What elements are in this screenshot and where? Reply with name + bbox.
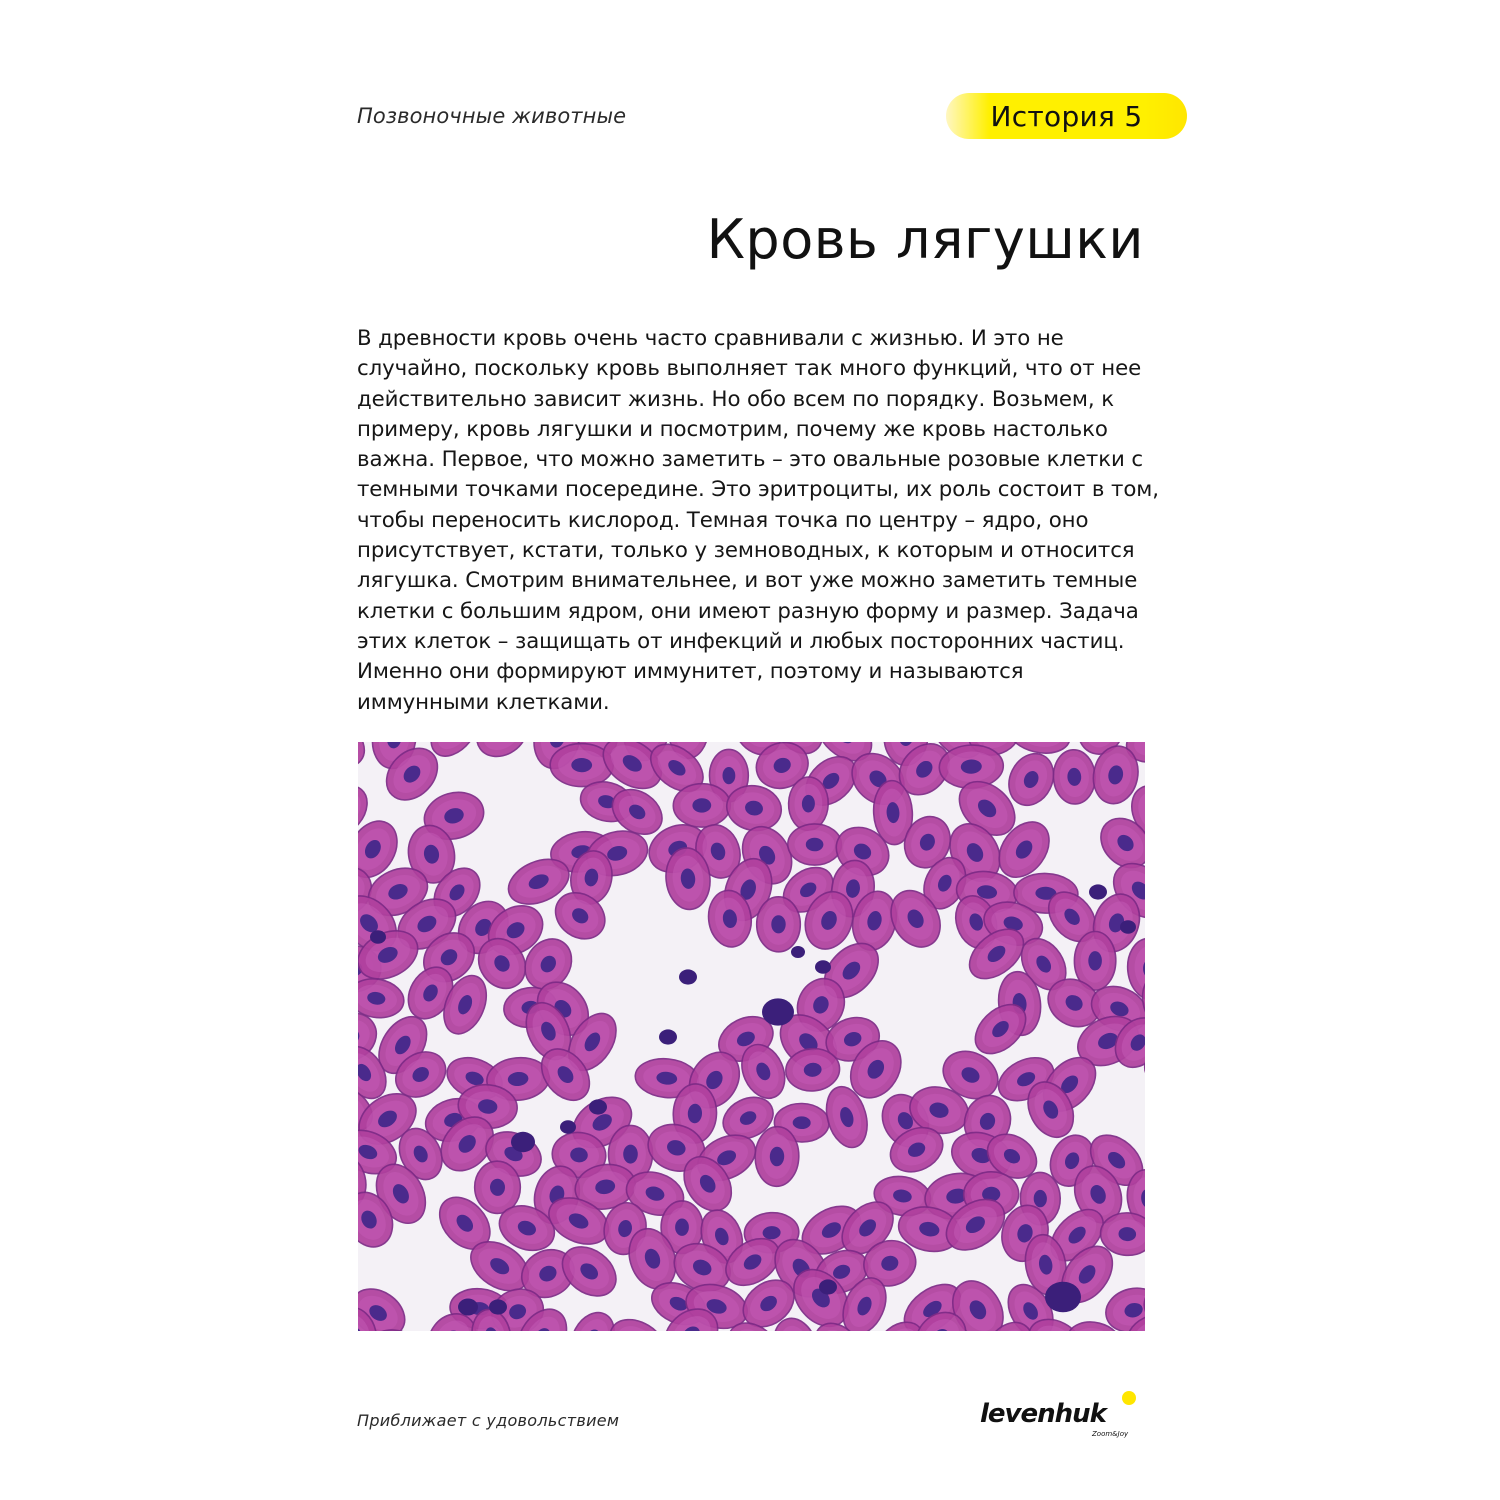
immune-cell xyxy=(1045,1282,1081,1313)
logo-wordmark: levenhuk xyxy=(980,1399,1106,1429)
body-line: чтобы переносить кислород. Темная точка по центру – ядро, оно xyxy=(357,507,1089,533)
body-line: примеру, кровь лягушки и посмотрим, почему же кровь настолько xyxy=(357,416,1108,442)
immune-cell xyxy=(560,1120,576,1134)
logo-tagline: Zoom&Joy xyxy=(1092,1430,1129,1438)
immune-cell xyxy=(370,930,386,944)
body-line: В древности кровь очень часто сравнивали с жизнью. И это не xyxy=(357,326,1064,351)
body-line: клетки с большим ядром, они имеют разную форму и размер. Задача xyxy=(357,598,1139,624)
story-badge xyxy=(946,93,1187,139)
body-line: лягушка. Смотрим внимательнее, и вот уже можно заметить темные xyxy=(357,568,1138,594)
blood-cells-micrograph xyxy=(358,742,1145,1331)
immune-cell xyxy=(819,1279,837,1294)
story-badge-label: История 5 xyxy=(990,99,1143,133)
body-line: этих клеток – защищать от инфекций и любых посторонних частиц. xyxy=(357,628,1125,654)
micrograph-image xyxy=(358,742,1145,1331)
immune-cell xyxy=(815,960,831,974)
body-text xyxy=(357,324,1159,718)
red-blood-cell xyxy=(788,776,829,830)
immune-cell xyxy=(458,1299,478,1316)
red-blood-cell xyxy=(754,1126,799,1187)
body-line: иммунными клетками. xyxy=(357,689,610,715)
immune-cell xyxy=(1120,920,1136,934)
immune-cell xyxy=(1089,884,1107,899)
category-label: Позвоночные животные xyxy=(357,104,627,128)
immune-cell xyxy=(511,1132,535,1152)
logo-accent-dot xyxy=(1122,1391,1136,1405)
immune-cell xyxy=(589,1099,607,1114)
immune-cell xyxy=(791,946,805,958)
body-line: Именно они формируют иммунитет, поэтому и называются xyxy=(357,659,1024,685)
red-blood-cell xyxy=(673,783,731,827)
red-blood-cell xyxy=(757,897,801,952)
immune-cell xyxy=(679,969,697,984)
body-line: присутствует, кстати, только у земноводных, к которым и относится xyxy=(357,538,1135,564)
immune-cell xyxy=(762,998,794,1025)
body-line: важна. Первое, что можно заметить – это овальные розовые клетки с xyxy=(357,447,1143,473)
page-title: Кровь лягушки xyxy=(706,208,1144,271)
footer-slogan: Приближает с удовольствием xyxy=(357,1411,620,1430)
red-blood-cell xyxy=(788,824,842,865)
levenhuk-logo xyxy=(980,1385,1150,1445)
immune-cell xyxy=(489,1299,507,1314)
body-line: темными точками посередине. Это эритроциты, их роль состоит в том, xyxy=(357,477,1159,503)
body-line: действительно зависит жизнь. Но обо всем по порядку. Возьмем, к xyxy=(357,386,1114,412)
body-line: случайно, поскольку кровь выполняет так много функций, что от нее xyxy=(357,356,1142,382)
immune-cell xyxy=(659,1029,677,1044)
